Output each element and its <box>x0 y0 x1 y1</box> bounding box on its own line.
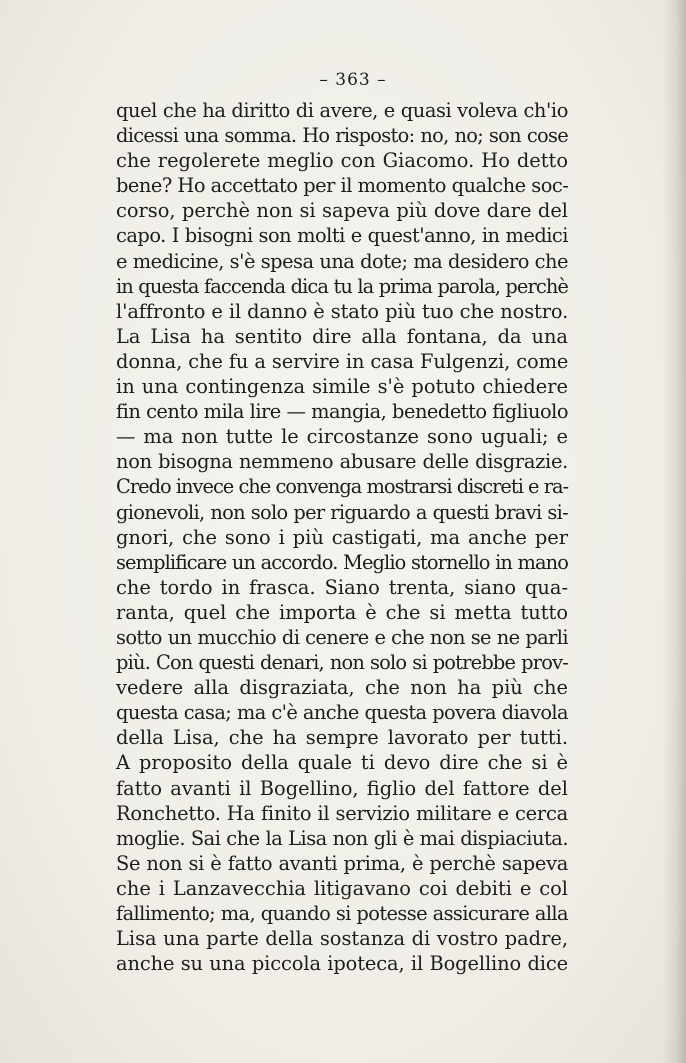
text-line: fallimento; ma, quando si potesse assicurare alla <box>116 902 568 925</box>
text-line: quel che ha diritto di avere, e quasi voleva ch'io <box>116 99 568 122</box>
text-line: che i Lanzavecchia litigavano coi debiti e col <box>116 876 568 900</box>
text-line: in questa faccenda dica tu la prima parola, perchè <box>116 274 568 298</box>
text-line: gionevoli, non solo per riguardo a questi bravi si- <box>116 500 568 524</box>
text-line: vedere alla disgraziata, che non ha più che <box>116 676 568 700</box>
text-line: moglie. Sai che la Lisa non gli è mai dispiaciuta. <box>116 826 568 850</box>
page-number: – 363 – <box>319 70 387 90</box>
text-line: in una contingenza simile s'è potuto chiedere <box>116 375 568 399</box>
text-line: Lisa una parte della sostanza di vostro padre, <box>116 927 568 951</box>
text-line: anche su una piccola ipoteca, il Bogellino dice <box>116 952 568 976</box>
text-line: A proposito della quale ti devo dire che si è <box>116 751 568 775</box>
text-line: Se non si è fatto avanti prima, è perchè sapeva <box>116 851 568 875</box>
text-line: l'affronto e il danno è stato più tuo che nostro. <box>116 299 569 323</box>
text-line: e medicine, s'è spesa una dote; ma desidero che <box>116 249 568 273</box>
text-line: fin cento mila lire — mangia, benedetto figliuolo <box>116 400 568 424</box>
text-line: capo. I bisogni son molti e quest'anno, in medici <box>116 224 568 248</box>
text-line: questa casa; ma c'è anche questa povera diavola <box>116 701 568 725</box>
text-line: ranta, quel che importa è che si metta tutto <box>116 600 568 624</box>
text-line: della Lisa, che ha sempre lavorato per tutti. <box>116 726 568 750</box>
text-line: bene? Ho accettato per il momento qualche soc- <box>116 174 569 198</box>
text-line: semplificare un accordo. Meglio stornello in mano <box>116 550 568 574</box>
text-line: corso, perchè non si sapeva più dove dare del <box>116 199 568 223</box>
text-line: gnori, che sono i più castigati, ma anche per <box>116 525 568 549</box>
text-line: sotto un mucchio di cenere e che non se ne parli <box>116 625 568 649</box>
text-line: dicessi una somma. Ho risposto: no, no; son cose <box>116 124 568 148</box>
body-text <box>116 98 568 976</box>
page-edge-shadow <box>662 0 686 1063</box>
text-line: più. Con questi denari, non solo si potrebbe prov- <box>116 651 568 675</box>
text-line: Credo invece che convenga mostrarsi discreti e ra- <box>116 475 569 499</box>
text-line: che regolerete meglio con Giacomo. Ho detto <box>116 149 568 173</box>
text-line: fatto avanti il Bogellino, figlio del fattore del <box>116 776 568 800</box>
text-line: che tordo in frasca. Siano trenta, siano qua- <box>116 575 568 599</box>
text-line: Ronchetto. Ha finito il servizio militare e cerca <box>116 801 568 825</box>
text-line: donna, che fu a servire in casa Fulgenzi, come <box>116 349 569 373</box>
text-line: non bisogna nemmeno abusare delle disgrazie. <box>116 450 568 474</box>
text-line: — ma non tutte le circostanze sono uguali; e <box>116 425 568 449</box>
text-line: La Lisa ha sentito dire alla fontana, da una <box>116 324 568 348</box>
